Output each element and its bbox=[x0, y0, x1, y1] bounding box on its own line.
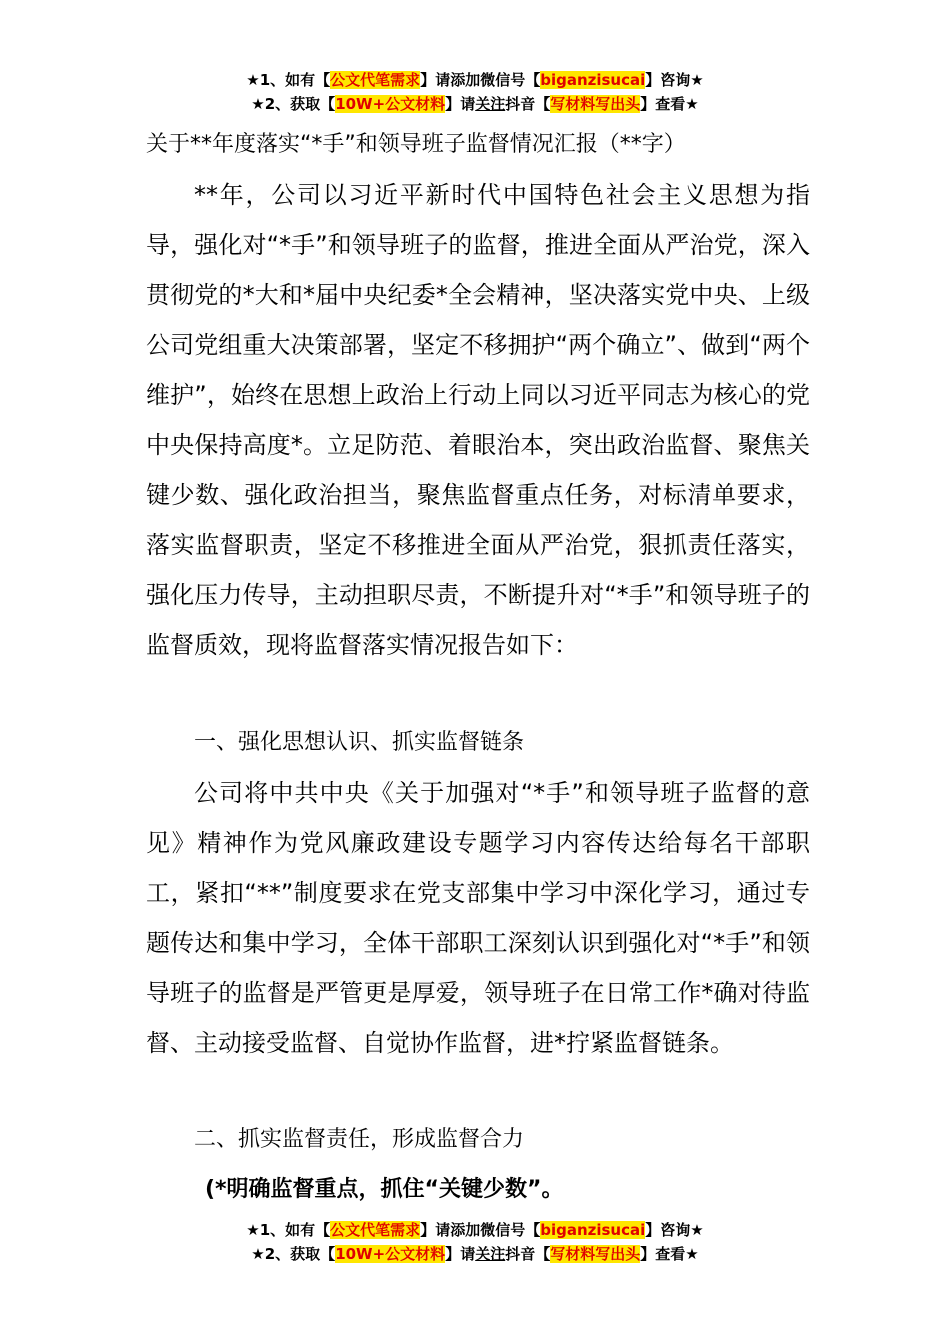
section-heading-2: 二、抓实监督责任，形成监督合力 bbox=[194, 1127, 525, 1152]
wechat-id-highlight: biganzisucai bbox=[540, 1221, 646, 1239]
promo-text: 】查看★ bbox=[640, 95, 699, 113]
promo-text: ★1、如有【 bbox=[246, 71, 331, 89]
promo-banner-bottom bbox=[0, 1218, 950, 1266]
promo-line-1 bbox=[0, 68, 950, 92]
promo-highlight: 公文代笔需求 bbox=[330, 1221, 421, 1239]
wechat-id-highlight: biganzisucai bbox=[540, 71, 646, 89]
promo-line-1 bbox=[0, 1218, 950, 1242]
promo-text: 】请 bbox=[445, 95, 476, 113]
promo-text: 抖音【 bbox=[505, 95, 551, 113]
promo-text: ★2、获取【 bbox=[251, 1245, 336, 1263]
promo-highlight: 公文代笔需求 bbox=[330, 71, 421, 89]
promo-text: 】咨询★ bbox=[645, 1221, 704, 1239]
promo-underlined: 关注 bbox=[475, 95, 506, 113]
promo-highlight: 10W+公文材料 bbox=[335, 95, 446, 113]
promo-highlight: 10W+公文材料 bbox=[335, 1245, 446, 1263]
douyin-id-highlight: 写材料写出头 bbox=[550, 95, 641, 113]
promo-text: 】查看★ bbox=[640, 1245, 699, 1263]
body-paragraph-1: **年，公司以习近平新时代中国特色社会主义思想为指导，强化对“*手”和领导班子的监督，推进全面从严治党，深入贯彻党的*大和*届中央纪委*全会精神，坚决落实党中央、上级公司党组重大决策部署，坚定不移拥护“两个确立”、做到“两个维护”，始终在思想上政治上行动上同以习近平同志为核心的党中央保持高度*。立足防范、着眼治本，突出政治监督、聚焦关键少数、强化政治担当，聚焦监督重点任务，对标清单要求，落实监督职责，坚定不移推进全面从严治党，狠抓责任落实，强化压力传导，主动担职尽责，不断提升对“*手”和领导班子的监督质效，现将监督落实情况报告如下： bbox=[146, 181, 810, 659]
promo-line-2 bbox=[0, 1242, 950, 1266]
promo-text: 抖音【 bbox=[505, 1245, 551, 1263]
promo-banner-top bbox=[0, 68, 950, 116]
section-heading-1: 一、强化思想认识、抓实监督链条 bbox=[194, 730, 525, 755]
document-title: 关于**年度落实“*手”和领导班子监督情况汇报（**字） bbox=[146, 132, 686, 157]
promo-text: 】请添加微信号【 bbox=[420, 1221, 541, 1239]
promo-text: 】咨询★ bbox=[645, 71, 704, 89]
promo-text: ★2、获取【 bbox=[251, 95, 336, 113]
body-paragraph-2: 公司将中共中央《关于加强对“*手”和领导班子监督的意见》精神作为党风廉政建设专题学习内容传达给每名干部职工，紧扣“**”制度要求在党支部集中学习中深化学习，通过专题传达和集中学习，全体干部职工深刻认识到强化对“*手”和领导班子的监督是严管更是厚爱，领导班子在日常工作*确对待监督、主动接受监督、自觉协作监督，进*拧紧监督链条。 bbox=[146, 779, 810, 1057]
promo-line-2 bbox=[0, 92, 950, 116]
promo-text: ★1、如有【 bbox=[246, 1221, 331, 1239]
promo-text: 】请添加微信号【 bbox=[420, 71, 541, 89]
promo-underlined: 关注 bbox=[475, 1245, 506, 1263]
promo-text: 】请 bbox=[445, 1245, 476, 1263]
douyin-id-highlight: 写材料写出头 bbox=[550, 1245, 641, 1263]
sub-heading-1: (*明确监督重点，抓住“关键少数”。 bbox=[205, 1177, 564, 1202]
